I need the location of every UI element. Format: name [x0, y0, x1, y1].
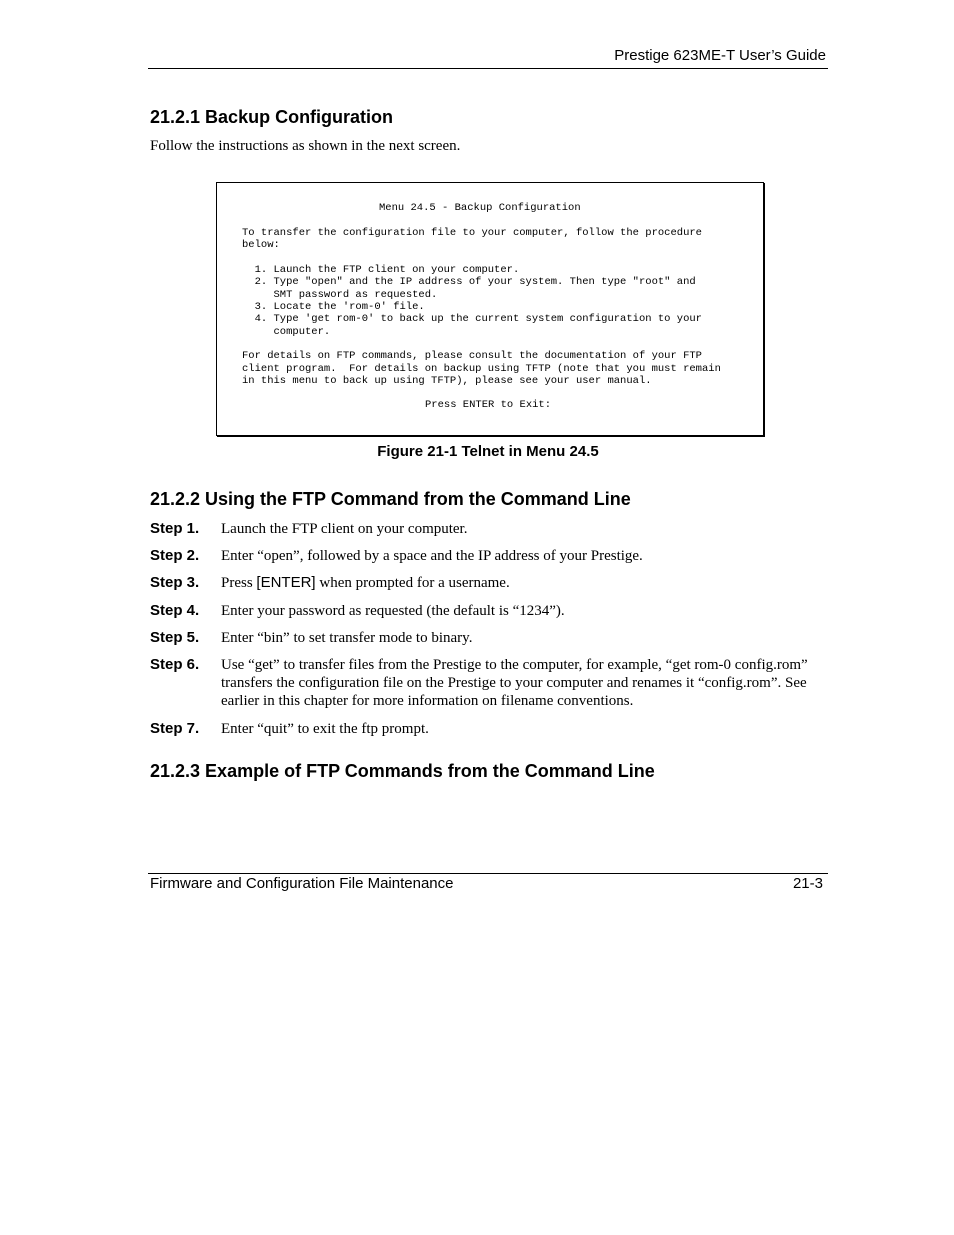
step-label: Step 4. [150, 602, 200, 619]
screen-line: below: [242, 239, 280, 251]
screen-line: To transfer the configuration file to your computer, follow the procedure [242, 227, 702, 239]
screen-line: in this menu to back up using TFTP), please see your user manual. [242, 375, 652, 387]
step-text-pre: Press [221, 575, 257, 591]
step-text: Enter your password as requested (the default is “1234”). [221, 603, 565, 619]
section-heading-example: 21.2.3 Example of FTP Commands from the Command Line [150, 761, 655, 781]
step-label: Step 1. [150, 520, 200, 537]
figure-caption: Figure 21-1 Telnet in Menu 24.5 [377, 443, 599, 460]
screen-line: SMT password as requested. [242, 289, 438, 301]
telnet-screen-figure [216, 182, 764, 436]
step-text: Enter “open”, followed by a space and the IP address of your Prestige. [221, 548, 643, 564]
running-header: Prestige 623ME-T User’s Guide [614, 47, 826, 64]
step-text: Launch the FTP client on your computer. [221, 521, 468, 537]
step-text: Enter “bin” to set transfer mode to binary. [221, 630, 473, 646]
screen-line: For details on FTP commands, please consult the documentation of your FTP [242, 350, 702, 362]
page-number: 21-3 [792, 875, 823, 892]
step-label: Step 2. [150, 547, 200, 564]
header-rule [148, 68, 828, 69]
screen-line: 2. Type "open" and the IP address of your system. Then type "root" and [242, 276, 696, 288]
screen-line: 3. Locate the 'rom-0' file. [242, 301, 425, 313]
screen-line: 1. Launch the FTP client on your computer. [242, 264, 520, 276]
screen-prompt: Press ENTER to Exit: [425, 399, 552, 411]
step-label: Step 6. [150, 656, 200, 673]
step-text: Enter “quit” to exit the ftp prompt. [221, 721, 429, 737]
screen-line: client program. For details on backup using TFTP (note that you must remain [242, 363, 721, 375]
footer-rule [148, 873, 828, 874]
section-heading-backup: 21.2.1 Backup Configuration [150, 107, 394, 127]
step-label: Step 5. [150, 629, 200, 646]
screen-line: computer. [242, 326, 331, 338]
step-label: Step 7. [150, 720, 200, 737]
step-text-post: when prompted for a username. [315, 575, 510, 591]
step-text [221, 574, 811, 592]
enter-key-label: [ENTER] [256, 574, 316, 591]
section-heading-ftp-command: 21.2.2 Using the FTP Command from the Command Line [150, 489, 631, 509]
screen-title: Menu 24.5 - Backup Configuration [379, 202, 581, 214]
screen-line: 4. Type 'get rom-0' to back up the current system configuration to your [242, 313, 702, 325]
step-text: Use “get” to transfer files from the Prestige to the computer, for example, “get rom-0 config.rom” transfers the configuration file on the Prestige to your computer and renames it “config.rom”. See earlier in this chapter for more information on filename conventions. [221, 657, 808, 709]
intro-paragraph: Follow the instructions as shown in the next screen. [150, 138, 461, 154]
step-label: Step 3. [150, 574, 200, 591]
footer-chapter: Firmware and Configuration File Maintenance [150, 875, 454, 892]
